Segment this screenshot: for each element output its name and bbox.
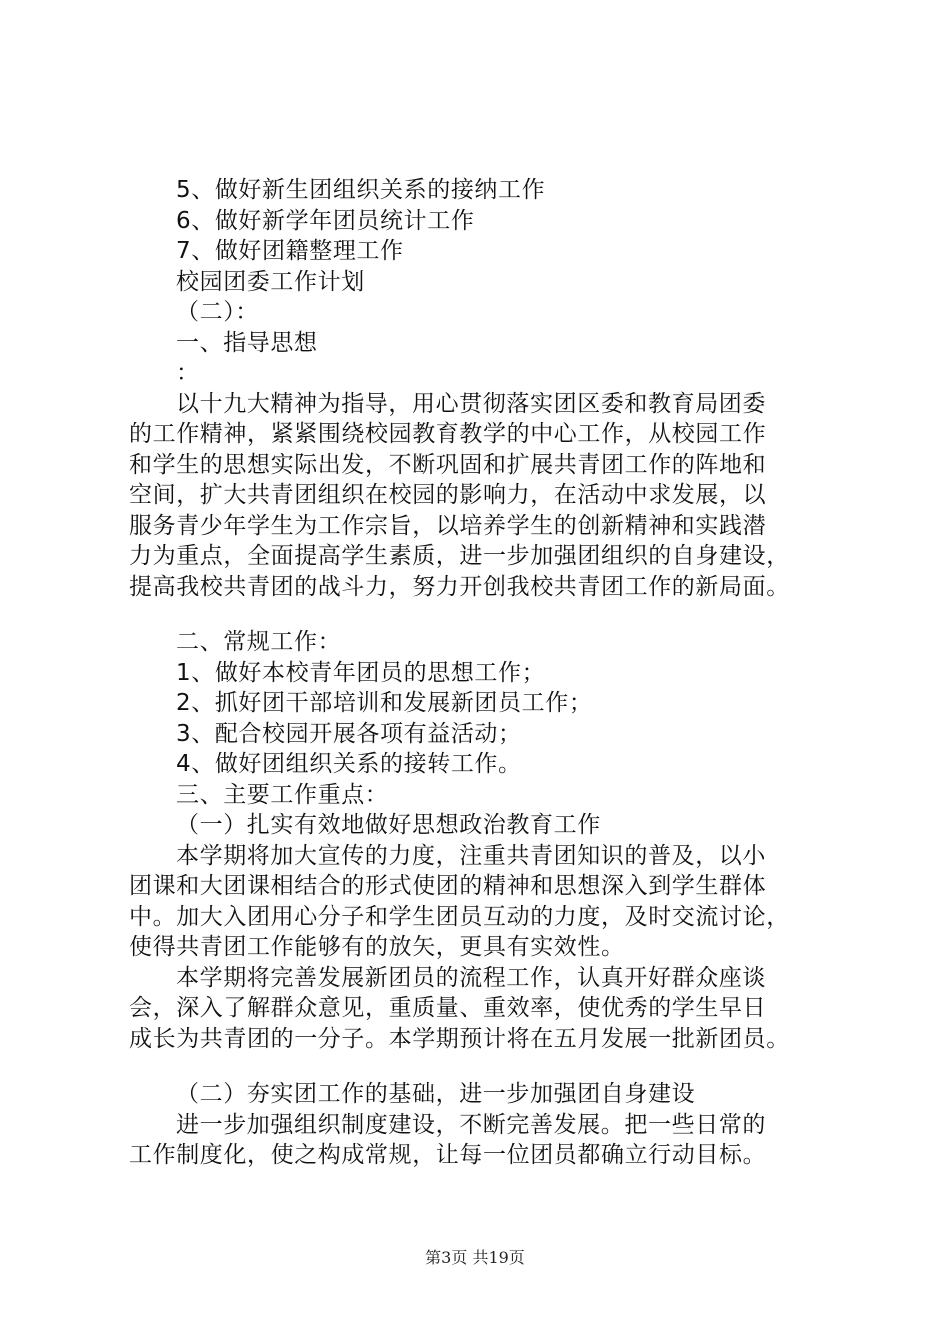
heading-guiding-thought: 一、指导思想: [176, 329, 318, 356]
paragraph-line: 和学生的思想实际出发，不断巩固和扩展共青团工作的阵地和: [129, 451, 767, 478]
heading-key-work: 三、主要工作重点：: [176, 781, 389, 808]
paragraph-line: 以十九大精神为指导，用心贯彻落实团区委和教育局团委: [176, 390, 766, 417]
heading-routine-work: 二、常规工作：: [176, 629, 342, 655]
paragraph-line: 提高我校共青团的战斗力，努力开创我校共青团工作的新局面。: [129, 573, 790, 600]
section-subtitle: （二）：: [176, 299, 259, 325]
paragraph-line: 工作制度化，使之构成常规，让每一位团员都确立行动目标。: [129, 1142, 767, 1168]
list-item: 3、配合校园开展各项有益活动；: [176, 720, 522, 747]
subheading: （二）夯实团工作的基础，进一步加强团自身建设: [176, 1081, 696, 1107]
paragraph-line: 成长为共青团的一分子。本学期预计将在五月发展一批新团员。: [129, 1025, 790, 1052]
paragraph-line: 的工作精神，紧紧围绕校园教育教学的中心工作，从校园工作: [129, 421, 767, 447]
body-line: 5、做好新生团组织关系的接纳工作: [176, 177, 546, 203]
paragraph-line: 中。加大入团用心分子和学生团员互动的力度，及时交流讨论，: [129, 903, 790, 930]
page-number: 第3页 共19页: [425, 1248, 525, 1267]
paragraph-line: 服务青少年学生为工作宗旨，以培养学生的创新精神和实践潜: [129, 512, 767, 539]
list-item: 1、做好本校青年团员的思想工作；: [176, 659, 546, 686]
page-body: [129, 175, 829, 1171]
body-line: 7、做好团籍整理工作: [176, 238, 404, 264]
body-line: 6、做好新学年团员统计工作: [176, 207, 475, 234]
list-item: 2、抓好团干部培训和发展新团员工作；: [176, 690, 593, 716]
paragraph-line: 本学期将加大宣传的力度，注重共青团知识的普及，以小: [176, 842, 766, 869]
paragraph-line: 力为重点，全面提高学生素质，进一步加强团组织的自身建设，: [129, 543, 790, 569]
paragraph-line: 空间，扩大共青团组织在校园的影响力，在活动中求发展，以: [129, 482, 767, 508]
section-title: 校园团委工作计划: [176, 268, 365, 295]
body-line: ：: [176, 360, 200, 386]
subheading: （一）扎实有效地做好思想政治教育工作: [176, 812, 601, 838]
paragraph-line: 使得共青团工作能够有的放矢，更具有实效性。: [129, 934, 625, 960]
list-item: 4、做好团组织关系的接转工作。: [176, 751, 522, 777]
paragraph-line: 团课和大团课相结合的形式使团的精神和思想深入到学生群体: [129, 873, 767, 899]
paragraph-line: 会，深入了解群众意见，重质量、重效率，使优秀的学生早日: [129, 995, 767, 1021]
paragraph-line: 进一步加强组织制度建设，不断完善发展。把一些日常的: [176, 1111, 766, 1138]
paragraph-line: 本学期将完善发展新团员的流程工作，认真开好群众座谈: [176, 964, 766, 991]
